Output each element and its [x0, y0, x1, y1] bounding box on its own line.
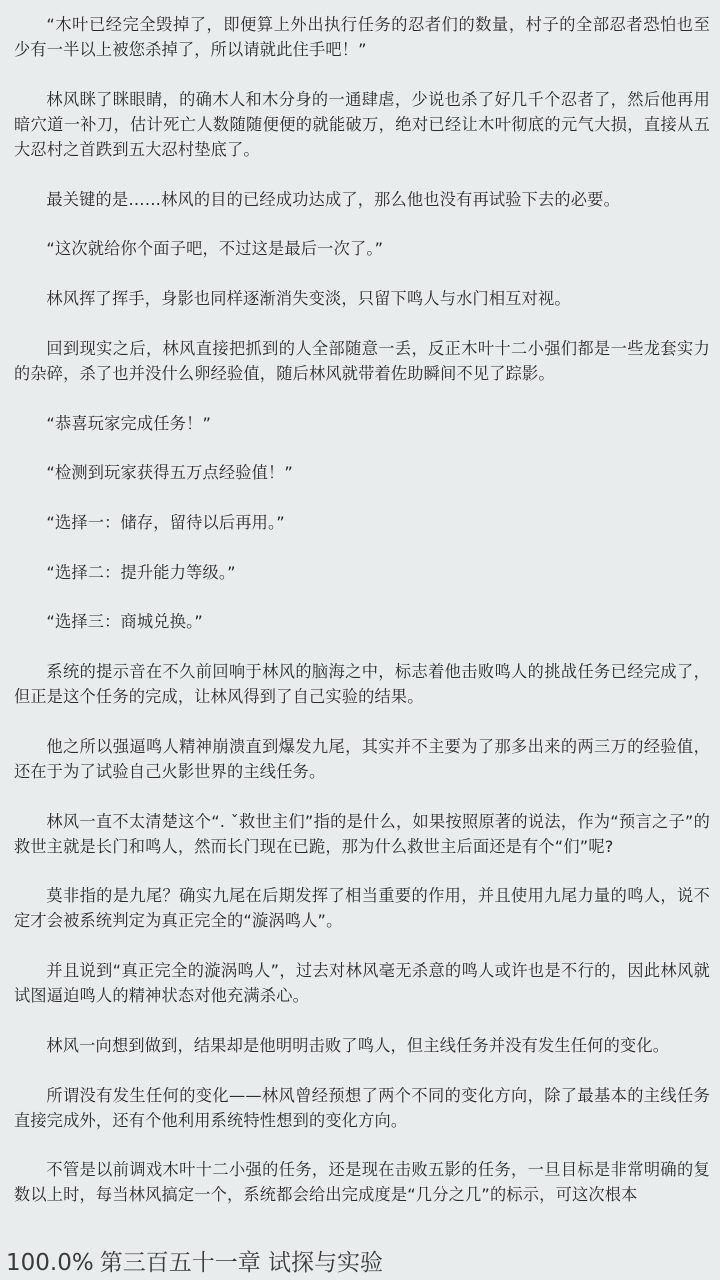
reading-progress: 100.0% — [6, 1250, 94, 1276]
paragraph: 最关键的是……林风的目的已经成功达成了，那么他也没有再试验下去的必要。 — [46, 189, 620, 209]
paragraph: 并且说到“真正完全的漩涡鸣人”，过去对林风毫无杀意的鸣人或许也是不行的，因此林风就试图逼迫鸣人的精神状态对他充满杀心。 — [14, 961, 710, 1006]
reader-text-area[interactable] — [14, 12, 710, 1230]
paragraph: 系统的提示音在不久前回响于林风的脑海之中，标志着他击败鸣人的挑战任务已经完成了，但正是这个任务的完成，让林风得到了自己实验的结果。 — [14, 661, 710, 707]
paragraph: “恭喜玩家完成任务！” — [46, 413, 212, 433]
paragraph: 回到现实之后，林风直接把抓到的人全部随意一丢，反正木叶十二小强们都是一些龙套实力的杂碎，杀了也并没什么卵经验值，随后林风就带着佐助瞬间不见了踪影。 — [14, 338, 710, 383]
paragraph: 林风一直不太清楚这个“. ˇ救世主们”指的是什么，如果按照原著的说法，作为“预言之子”的救世主就是长门和鸣人，然而长门现在已跪，那为什么救世主后面还是有个“们”呢? — [14, 811, 710, 856]
paragraph: 不管是以前调戏木叶十二小强的任务，还是现在击败五影的任务，一旦目标是非常明确的复数以上时，每当林风搞定一个，系统都会给出完成度是“几分之几”的标示，可这次根本 — [14, 1160, 710, 1205]
paragraph: “选择三：商城兑换。” — [46, 612, 203, 632]
paragraph: 林风挥了挥手，身影也同样逐渐消失变淡，只留下鸣人与水门相互对视。 — [46, 289, 571, 309]
paragraph: 他之所以强逼鸣人精神崩溃直到爆发九尾，其实并不主要为了那多出来的两三万的经验值，还在于为了试验自己火影世界的主线任务。 — [14, 736, 710, 781]
paragraph: 林风一向想到做到，结果却是他明明击败了鸣人，但主线任务并没有发生任何的变化。 — [46, 1035, 670, 1055]
paragraph: “木叶已经完全毁掉了，即便算上外出执行任务的忍者们的数量，村子的全部忍者恐怕也至少有一半以上被您杀掉了，所以请就此住手吧！” — [14, 15, 710, 60]
paragraph: 莫非指的是九尾？确实九尾在后期发挥了相当重要的作用，并且使用九尾力量的鸣人，说不定才会被系统判定为真正完全的“漩涡鸣人”。 — [14, 886, 710, 931]
reader-status-bar — [6, 1246, 383, 1280]
paragraph: 林风眯了眯眼睛，的确木人和木分身的一通肆虐，少说也杀了好几千个忍者了，然后他再用暗穴道一补刀，估计死亡人数随随便便的就能破万，绝对已经让木叶彻底的元气大损，直接从五大忍村之首跌到五大忍村垫底了。 — [14, 89, 710, 159]
paragraph: “选择一：储存，留待以后再用。” — [46, 512, 285, 532]
chapter-title: 第三百五十一章 试探与实验 — [99, 1250, 384, 1276]
paragraph: “这次就给你个面子吧，不过这是最后一次了。” — [46, 239, 384, 259]
paragraph: “选择二：提升能力等级。” — [46, 562, 236, 582]
paragraph: “检测到玩家获得五万点经验值！” — [46, 463, 293, 483]
paragraph: 所谓没有发生任何的变化——林风曾经预想了两个不同的变化方向，除了最基本的主线任务直接完成外，还有个他利用系统特性想到的变化方向。 — [14, 1085, 710, 1130]
